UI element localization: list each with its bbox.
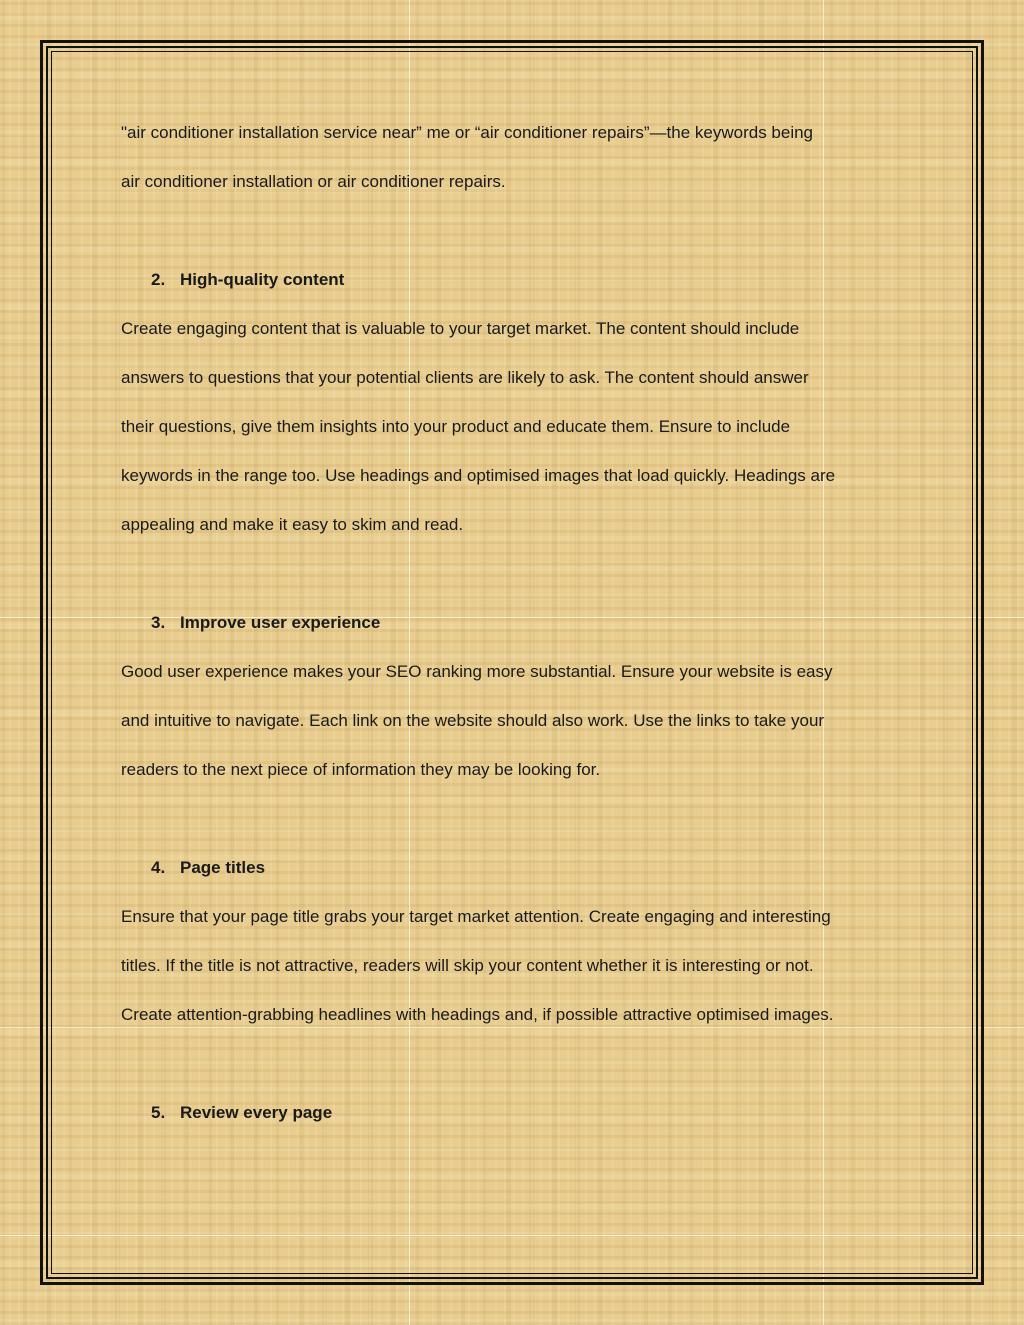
section-line: readers to the next piece of information they may be looking for. xyxy=(121,760,601,779)
section-line: keywords in the range too. Use headings and optimised images that load quickly. Headings are xyxy=(121,466,836,485)
section-heading-review-every-page xyxy=(121,1088,911,1137)
section-line: their questions, give them insights into your product and educate them. Ensure to include xyxy=(121,417,791,436)
section-line: Ensure that your page title grabs your target market attention. Create engaging and interesting xyxy=(121,907,831,926)
section-line: and intuitive to navigate. Each link on the website should also work. Use the links to take your xyxy=(121,711,825,730)
section-title: Page titles xyxy=(180,858,266,877)
document-body xyxy=(121,108,911,1137)
section-title: High-quality content xyxy=(180,270,345,289)
section-heading-page-titles xyxy=(121,843,911,892)
section-line: Create attention-grabbing headlines with headings and, if possible attractive optimised images. xyxy=(121,1005,834,1024)
section-heading-improve-user-experience xyxy=(121,598,911,647)
section-line: Create engaging content that is valuable to your target market. The content should include xyxy=(121,319,800,338)
intro-line: "air conditioner installation service near” me or “air conditioner repairs”—the keywords being xyxy=(121,123,814,142)
section-number: 2. xyxy=(151,270,166,289)
section-line: Good user experience makes your SEO ranking more substantial. Ensure your website is easy xyxy=(121,662,833,681)
section-line: appealing and make it easy to skim and read. xyxy=(121,515,464,534)
section-title: Review every page xyxy=(180,1103,333,1122)
section-number: 3. xyxy=(151,613,166,632)
section-line: answers to questions that your potential clients are likely to ask. The content should answer xyxy=(121,368,809,387)
section-heading-high-quality-content xyxy=(121,255,911,304)
section-number: 4. xyxy=(151,858,166,877)
section-number: 5. xyxy=(151,1103,166,1122)
intro-line: air conditioner installation or air conditioner repairs. xyxy=(121,172,506,191)
section-line: titles. If the title is not attractive, readers will skip your content whether it is interesting or not. xyxy=(121,956,814,975)
section-title: Improve user experience xyxy=(180,613,381,632)
